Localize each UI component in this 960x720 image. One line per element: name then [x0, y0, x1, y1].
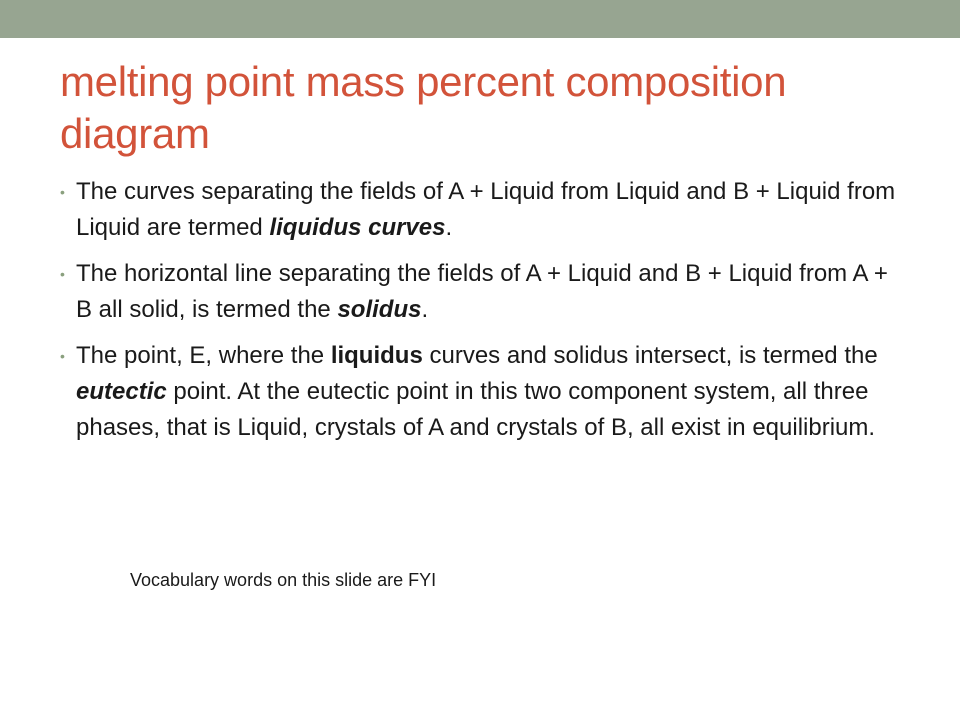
- bullet-eutectic: [60, 338, 910, 446]
- bullet-list: [60, 174, 910, 456]
- bullet-marker: •: [60, 184, 65, 200]
- bullet-text-end: point. At the eutectic point in this two component system, all three phases, that is Liquid, crystals of A and crystals of B, all exist in equilibrium.: [76, 378, 876, 441]
- bullet-text-middle: curves and solidus intersect, is termed the: [422, 342, 878, 369]
- term-liquidus-curves: liquidus curves: [269, 214, 446, 241]
- bullet-liquidus-curves: [60, 174, 910, 246]
- term-liquidus: liquidus: [330, 342, 423, 369]
- bullet-text: The point, E, where the: [76, 342, 331, 369]
- term-eutectic: eutectic: [76, 378, 167, 405]
- bullet-text-end: .: [445, 214, 453, 241]
- bullet-marker: •: [60, 348, 65, 364]
- fyi-note: Vocabulary words on this slide are FYI: [130, 570, 437, 590]
- bullet-marker: •: [60, 266, 65, 282]
- bullet-text-end: .: [421, 296, 429, 323]
- bullet-text: The horizontal line separating the fields of A + Liquid and B + Liquid from A + B all solid, is termed the: [76, 260, 888, 323]
- bullet-text: The curves separating the fields of A + Liquid from Liquid and B + Liquid from Liquid are termed: [76, 178, 896, 241]
- slide-title: melting point mass percent composition diagram: [60, 58, 787, 157]
- term-solidus: solidus: [337, 296, 422, 323]
- top-accent-bar: [0, 0, 960, 38]
- bullet-solidus: [60, 256, 910, 328]
